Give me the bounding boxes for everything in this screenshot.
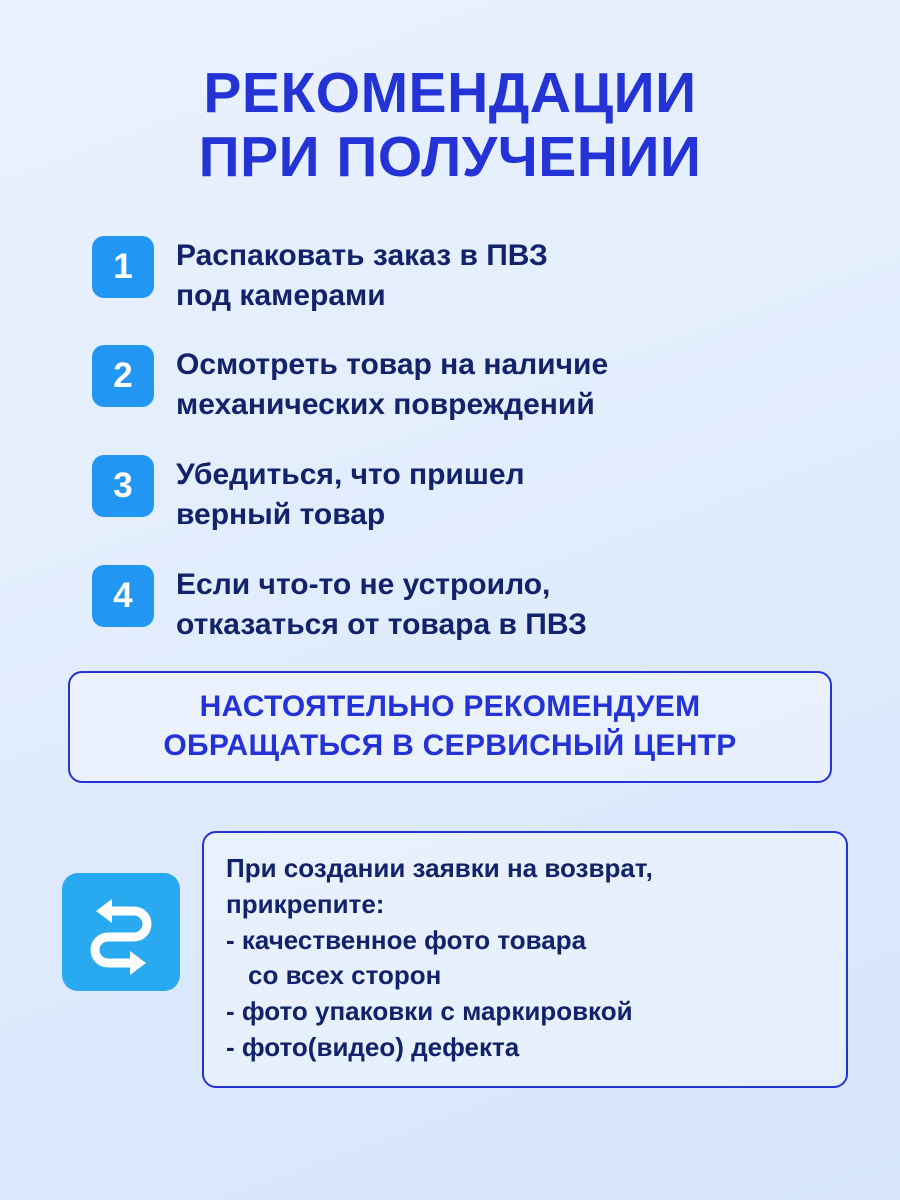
callout-line-1: НАСТОЯТЕЛЬНО РЕКОМЕНДУЕМ (199, 689, 701, 723)
step-text-line-2: механических повреждений (176, 388, 595, 422)
callout-line-2: ОБРАЩАТЬСЯ В СЕРВИСНЫЙ ЦЕНТР (163, 728, 737, 762)
service-center-callout (68, 671, 832, 783)
step-text (176, 561, 587, 645)
step-text-line-2: отказаться от товара в ПВЗ (176, 607, 587, 641)
note-line-4: - фото упаковки с маркировкой (226, 996, 633, 1027)
step-text-line-1: Осмотреть товар на наличие (176, 348, 609, 382)
note-line-3: - качественное фото товара (226, 924, 587, 955)
return-arrows-icon (62, 873, 180, 991)
page-title-line-1: РЕКОМЕНДАЦИИ (203, 61, 697, 125)
page-title-line-2: ПРИ ПОЛУЧЕНИИ (198, 124, 702, 189)
note-line-3-continued: со всех сторон (248, 960, 442, 991)
step-text-line-1: Распаковать заказ в ПВЗ (176, 238, 548, 272)
step-text-line-2: под камерами (176, 278, 386, 312)
list-item (92, 561, 860, 645)
return-instructions-block (40, 831, 860, 1088)
list-item (92, 451, 860, 535)
step-number-badge: 2 (92, 345, 154, 407)
return-note-box (202, 831, 848, 1088)
steps-list (40, 232, 860, 645)
step-number-badge: 3 (92, 455, 154, 517)
list-item (92, 341, 860, 425)
step-text (176, 341, 608, 425)
step-text (176, 451, 525, 535)
step-text-line-2: верный товар (176, 498, 386, 532)
step-text-line-1: Убедиться, что пришел (176, 458, 525, 492)
note-line-1: При создании заявки на возврат, (226, 852, 653, 883)
step-text-line-1: Если что-то не устроило, (176, 568, 551, 601)
note-line-2: прикрепите: (226, 888, 385, 919)
step-number-badge: 1 (92, 236, 154, 298)
step-number-badge: 4 (92, 565, 154, 627)
note-line-5: - фото(видео) дефекта (226, 1032, 520, 1063)
list-item (92, 232, 860, 316)
page-title (40, 0, 860, 190)
step-text (176, 232, 548, 316)
